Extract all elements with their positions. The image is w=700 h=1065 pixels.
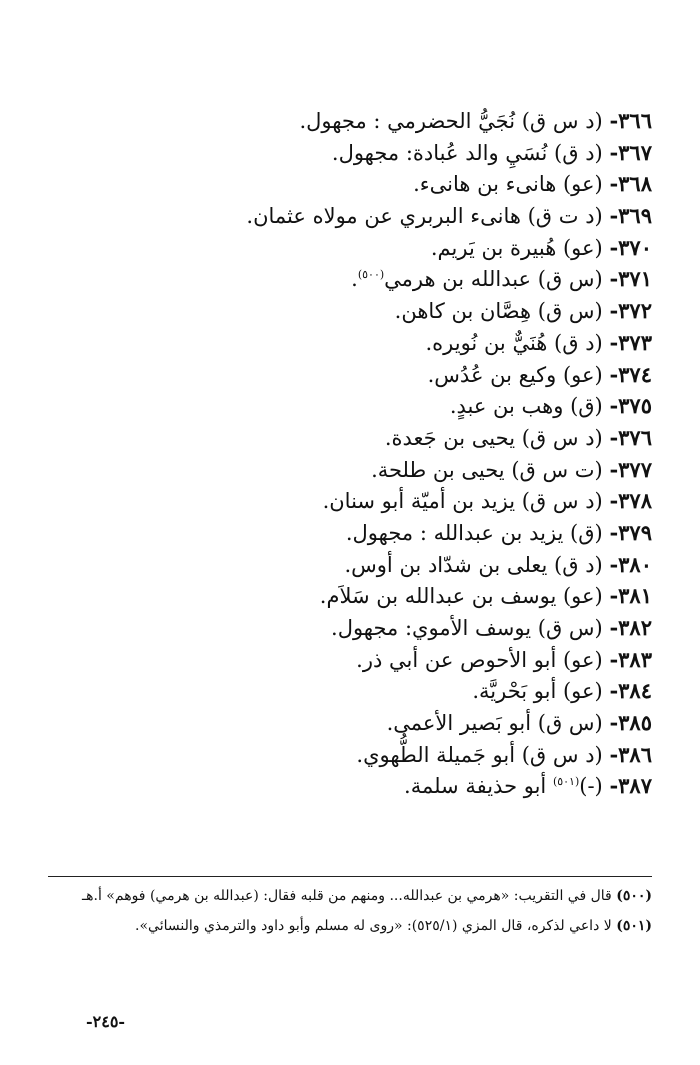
entry-text: (س ق) عبدالله بن هرمي xyxy=(384,267,603,292)
entry-number: ٣٦٦- xyxy=(609,108,652,133)
entry-text: (ت س ق) يحيى بن طلحة. xyxy=(371,457,603,482)
entry-text: (س ق) يوسف الأموي: مجهول. xyxy=(331,616,603,640)
footnote-marker: (٥٠١) xyxy=(552,775,580,789)
list-item xyxy=(52,263,652,295)
footnote-ref: (٥٠١) xyxy=(616,918,652,934)
list-item xyxy=(52,707,652,739)
list-item xyxy=(52,675,652,707)
footnote-marker: (٥٠٠) xyxy=(357,268,385,282)
entry-text: (س ق) أبو بَصير الأعمى. xyxy=(386,711,603,736)
list-item xyxy=(52,390,652,422)
entry-text: (عو) هُبيرة بن يَريم. xyxy=(430,235,603,260)
entry-number: ٣٨٢- xyxy=(609,615,652,640)
list-item xyxy=(52,580,652,612)
footnote-ref: (٥٠٠) xyxy=(616,888,652,904)
entry-number: ٣٧٦- xyxy=(609,424,652,450)
list-item xyxy=(52,137,652,169)
entry-text: (د ق) نُسَيِ والد عُبادة: مجهول. xyxy=(331,140,603,165)
entry-text: (س ق) هِصَّان بن كاهن. xyxy=(394,299,603,324)
entry-number: ٣٧٧- xyxy=(609,456,652,482)
entry-number: ٣٨٥- xyxy=(609,710,652,736)
list-item xyxy=(52,200,652,232)
list-item xyxy=(52,454,652,486)
narrator-list xyxy=(52,105,652,802)
entry-text: (عو) يوسف بن عبدالله بن سَلاَم. xyxy=(319,584,603,609)
footnote-text: قال في التقريب: «هرمي بن عبدالله... ومنهم من قلبه فقال: (عبدالله بن هرمي) فوهم» أ.هـ xyxy=(82,888,612,904)
footnotes xyxy=(48,884,652,944)
entry-text: (د س ق) نُجَيُّ الحضرمي : مجهول. xyxy=(299,109,603,133)
entry-number: ٣٦٧- xyxy=(609,139,652,165)
list-item xyxy=(52,295,652,327)
list-item xyxy=(52,612,652,644)
entry-number: ٣٨٠- xyxy=(609,551,652,577)
entry-text: (ق) وهب بن عبدٍ. xyxy=(449,394,603,419)
entry-text: (د ق) يعلى بن شدّاد بن أوس. xyxy=(344,552,603,577)
entry-text: (د س ق) يحيى بن جَعدة. xyxy=(384,425,603,450)
entry-text-after: أبو حذيفة سلمة. xyxy=(404,774,553,799)
entry-number: ٣٨٦- xyxy=(609,741,652,767)
entry-number: ٣٧٠- xyxy=(609,234,652,260)
entry-text: (د ق) هُنَيٌّ بن نُويره. xyxy=(425,330,603,355)
entry-text: (ق) يزيد بن عبدالله : مجهول. xyxy=(345,520,603,545)
entry-number: ٣٦٨- xyxy=(609,171,652,197)
entry-text: (عو) وكيع بن عُدُس. xyxy=(427,362,603,387)
list-item xyxy=(52,485,652,517)
list-item xyxy=(52,770,652,802)
list-item xyxy=(52,359,652,391)
entry-number: ٣٨٧- xyxy=(609,773,652,799)
list-item xyxy=(52,232,652,264)
entry-number: ٣٧٤- xyxy=(609,361,652,387)
entry-number: ٣٨٤- xyxy=(609,678,652,704)
entry-text: (د س ق) أبو جَميلة الطُّهوي. xyxy=(356,742,603,767)
footnote xyxy=(48,914,652,938)
list-item xyxy=(52,422,652,454)
footnote-divider xyxy=(48,876,652,877)
entry-number: ٣٨٣- xyxy=(609,646,652,672)
entry-number: ٣٧٩- xyxy=(609,519,652,545)
footnote-text: لا داعي لذكره، قال المزي (٥٢٥/١): «روى له مسلم وأبو داود والترمذي والنسائي». xyxy=(135,918,612,934)
entry-text: (-) xyxy=(579,774,603,799)
list-item xyxy=(52,739,652,771)
entry-text: (د س ق) يزيد بن أميّة أبو سنان. xyxy=(322,489,603,514)
entry-number: ٣٧٥- xyxy=(609,393,652,419)
entry-number: ٣٨١- xyxy=(609,583,652,609)
list-item xyxy=(52,105,652,137)
entry-number: ٣٧٣- xyxy=(609,329,652,355)
list-item xyxy=(52,549,652,581)
footnote xyxy=(48,884,652,908)
page-number: -٢٤٥- xyxy=(86,1012,126,1031)
entry-text: (عو) أبو بَحْريَّة. xyxy=(472,679,603,704)
entry-number: ٣٧١- xyxy=(609,266,652,292)
list-item xyxy=(52,327,652,359)
entry-text-after: . xyxy=(351,267,358,292)
entry-text: (عو) أبو الأحوص عن أبي ذر. xyxy=(356,647,603,672)
list-item xyxy=(52,168,652,200)
entry-text: (عو) هانىء بن هانىء. xyxy=(413,172,603,197)
entry-text: (د ت ق) هانىء البربري عن مولاه عثمان. xyxy=(246,204,603,229)
entry-number: ٣٦٩- xyxy=(609,203,652,229)
entry-number: ٣٧٨- xyxy=(609,488,652,514)
list-item xyxy=(52,644,652,676)
entry-number: ٣٧٢- xyxy=(609,298,652,324)
list-item xyxy=(52,517,652,549)
